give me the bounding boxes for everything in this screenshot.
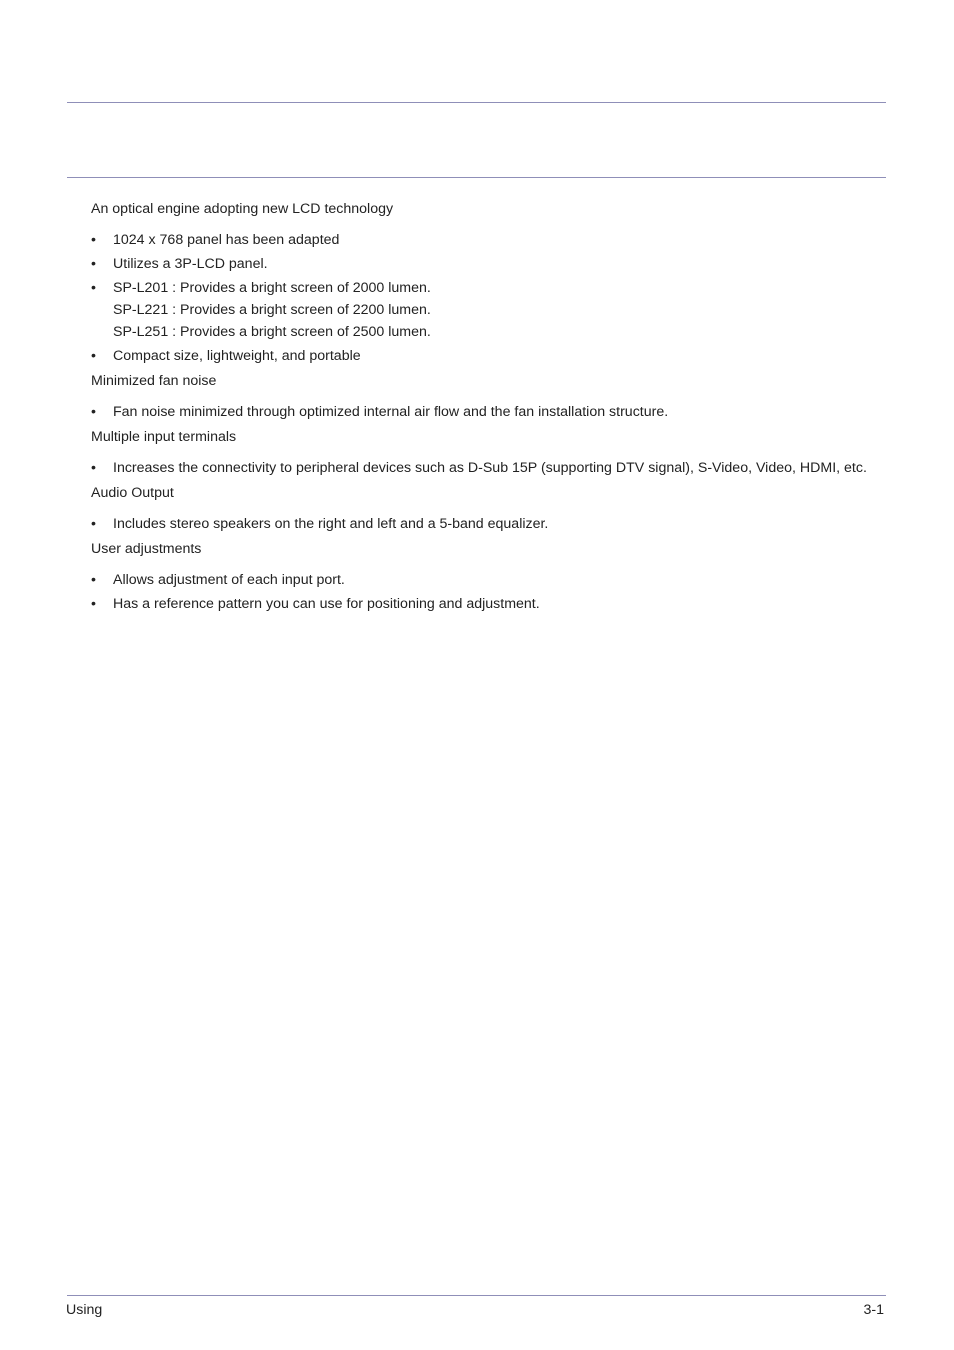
bullet-text: Fan noise minimized through optimized internal air flow and the fan installation structure. (113, 404, 669, 420)
footer-rule (67, 1295, 886, 1296)
bullet-text: Utilizes a 3P-LCD panel. (113, 256, 268, 272)
header-rule-bottom (67, 177, 886, 178)
bullet-dot-icon: • (91, 404, 96, 420)
feature-section (91, 371, 891, 422)
feature-section (91, 483, 891, 534)
feature-bullet-item (91, 594, 891, 614)
bullet-dot-icon: • (91, 348, 96, 364)
bullet-dot-icon: • (91, 516, 96, 532)
bullet-dot-icon: • (91, 256, 96, 272)
feature-bullet-item (91, 254, 891, 274)
bullet-text: SP-L251 : Provides a bright screen of 2500 lumen. (113, 324, 431, 340)
document-body (91, 199, 891, 619)
bullet-text: SP-L201 : Provides a bright screen of 2000 lumen. (113, 280, 431, 296)
header-rule-top (67, 102, 886, 103)
feature-bullet-list (91, 570, 891, 614)
bullet-text: Allows adjustment of each input port. (113, 572, 345, 588)
bullet-text: Increases the connectivity to peripheral devices such as D-Sub 15P (supporting DTV signal), S-Video, Video, HDMI, etc. (113, 460, 867, 476)
feature-bullet-list (91, 458, 891, 478)
feature-heading: An optical engine adopting new LCD technology (91, 201, 394, 217)
feature-bullet-item (91, 458, 891, 478)
feature-section (91, 427, 891, 478)
bullet-dot-icon: • (91, 232, 96, 248)
bullet-text: SP-L221 : Provides a bright screen of 2200 lumen. (113, 302, 431, 318)
feature-section (91, 199, 891, 366)
bullet-text: Includes stereo speakers on the right and left and a 5-band equalizer. (113, 516, 549, 532)
feature-bullet-item (91, 570, 891, 590)
feature-bullet-item (91, 514, 891, 534)
feature-heading: Minimized fan noise (91, 373, 217, 389)
bullet-dot-icon: • (91, 280, 96, 296)
feature-bullet-item (91, 346, 891, 366)
bullet-text: 1024 x 768 panel has been adapted (113, 232, 340, 248)
feature-bullet-list (91, 402, 891, 422)
feature-heading: Multiple input terminals (91, 429, 237, 445)
bullet-dot-icon: • (91, 572, 96, 588)
feature-bullet-item (91, 230, 891, 250)
footer-section-name: Using (66, 1302, 103, 1318)
feature-bullet-list (91, 514, 891, 534)
feature-bullet-item (91, 278, 891, 342)
bullet-text: Compact size, lightweight, and portable (113, 348, 361, 364)
bullet-dot-icon: • (91, 460, 96, 476)
feature-section (91, 539, 891, 614)
bullet-text: Has a reference pattern you can use for positioning and adjustment. (113, 596, 540, 612)
feature-heading: Audio Output (91, 485, 174, 501)
bullet-dot-icon: • (91, 596, 96, 612)
feature-bullet-list (91, 230, 891, 366)
feature-heading: User adjustments (91, 541, 202, 557)
feature-bullet-item (91, 402, 891, 422)
footer-page-number: 3-1 (863, 1302, 884, 1318)
